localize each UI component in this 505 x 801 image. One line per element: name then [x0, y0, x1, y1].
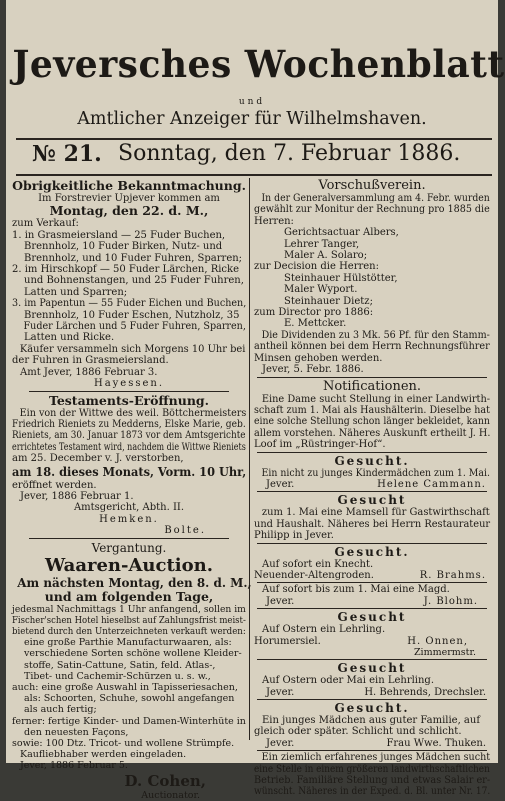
text-line: Steinhauer Dietz;	[284, 295, 373, 307]
text-line: Latten und Ricke.	[24, 332, 115, 344]
newspaper-page	[6, 0, 505, 801]
notice-testament	[12, 393, 246, 537]
text-line: eine solche Stellung schon länger bekleidet, kann	[254, 416, 490, 428]
text-line: Philipp in Jever.	[254, 530, 334, 542]
divider	[257, 659, 487, 660]
ad-signature: Helene Cammann.	[377, 478, 486, 490]
text-line: verschiedene Sorten schöne wollene Kleider-	[24, 648, 242, 660]
text-line: und Haushalt. Näheres bei Herrn Restaurateur	[254, 518, 491, 530]
divider	[257, 491, 487, 492]
notice-body	[12, 604, 246, 772]
text-line: Auf sofort ein Knecht.	[262, 558, 374, 570]
notice-role: Auctionator.	[141, 789, 200, 801]
ad-heading: Gesucht	[337, 610, 407, 625]
notice-line: Im Forstrevier Upjever kommen am	[38, 193, 220, 204]
text-line: Kaufliebhaber werden eingeladen.	[20, 749, 187, 761]
ad-signature: R. Brahms.	[419, 569, 486, 581]
text-line: und Bohnenstangen, und 25 Fuder Fuhren,	[24, 275, 244, 287]
masthead-title: Jeversches Wochenblatt	[12, 42, 505, 86]
text-line: Maler A. Solaro;	[284, 250, 368, 262]
ad-sign-row	[254, 738, 490, 749]
notice-signature: D. Cohen,	[124, 771, 206, 790]
ad-gesucht-7	[254, 701, 490, 749]
ad-place: Horumersiel.	[254, 635, 321, 647]
ad-role: Zimmermstr.	[413, 647, 476, 658]
text-line: Jever, 1886 Februar 1.	[20, 490, 134, 502]
text-line: Brennholz, und 10 Fuder Fuhren, Sparren;	[24, 252, 243, 264]
divider	[29, 538, 229, 539]
ad-place: Neuender-Altengroden.	[254, 569, 374, 581]
text-line: errichtetes Testament wird, nachdem die Wittwe Rieniets	[12, 441, 246, 453]
text-line: allem vorstehen. Näheres Auskunft ertheilt J. H.	[254, 427, 491, 439]
text-line: auch: eine große Auswahl in Tapisseriesachen,	[12, 681, 238, 693]
divider	[257, 452, 487, 453]
text-line: eröffnet werden.	[12, 479, 97, 491]
text-line: Steinhauer Hülstötter,	[284, 272, 398, 284]
ad-gesucht-3	[254, 545, 490, 582]
masthead-subtitle: Amtlicher Anzeiger für Wilhelmshaven.	[77, 109, 427, 129]
text-line: Rieniets, am 30. Januar 1873 vor dem Amtsgerichte	[12, 430, 246, 442]
ad-gesucht-5	[254, 610, 490, 658]
notice-heading: Waaren-Auction.	[45, 554, 213, 576]
text-line: zum Director pro 1886:	[254, 307, 374, 319]
ad-heading: Gesucht	[337, 493, 407, 508]
divider	[257, 582, 487, 583]
ad-sign-row	[254, 570, 490, 581]
ad-sign-row	[254, 479, 490, 490]
notice-body	[12, 218, 246, 378]
text-line: Fischer'schen Hotel hieselbst auf Zahlungsfrist meist-	[12, 614, 246, 626]
notice-vorschussverein	[254, 178, 490, 376]
text-line: Ein nicht zu junges Kindermädchen zum 1. Mai.	[261, 467, 490, 479]
ad-place: Jever.	[266, 478, 295, 490]
ad-heading: Gesucht.	[334, 701, 410, 716]
notice-date: Montag, den 22. d. M.,	[49, 203, 209, 219]
text-line: Eine Dame sucht Stellung in einer Landwirth-	[261, 393, 491, 405]
notice-judge: Hemken.	[99, 513, 159, 525]
notice-clerk: Bolte.	[164, 525, 206, 537]
divider	[257, 608, 487, 609]
text-line: schaft zum 1. Mai als Haushälterin. Dieselbe hat	[254, 404, 490, 416]
text-line: Auf sofort bis zum 1. Mai eine Magd.	[262, 584, 450, 596]
notice-body	[254, 193, 490, 376]
text-line: sowie: 100 Dtz. Tricot- und wollene Strümpfe.	[12, 738, 235, 749]
notice-court: Amtsgericht, Abth. II.	[73, 502, 185, 514]
text-line: Jever, 1886 Februar 5.	[20, 760, 128, 772]
text-line: jedesmal Nachmittags 1 Uhr anfangend, sollen im	[12, 603, 246, 615]
ad-signature: H. Behrends, Drechsler.	[364, 686, 486, 698]
issue-dateline: Sonntag, den 7. Februar 1886.	[118, 141, 461, 166]
text-line: Friedrich Rieniets zu Medderns, Elske Marie, geb.	[12, 418, 246, 430]
text-line: Betrieb. Familiäre Stellung und etwas Salair er-	[254, 775, 491, 787]
text-line: Brennholz, 10 Fuder Birken, Nutz- und	[24, 241, 223, 253]
text-line: Lehrer Tanger,	[284, 238, 360, 250]
issue-number: № 21.	[32, 141, 102, 167]
ad-gesucht-1	[254, 454, 490, 491]
text-line: In der Generalversammlung am 4. Febr. wurden	[261, 193, 490, 204]
notice-date: und am folgenden Tage,	[44, 588, 214, 604]
divider	[257, 750, 487, 751]
text-line: zur Decision die Herren:	[254, 261, 379, 273]
text-line: Käufer versammeln sich Morgens 10 Uhr bei	[19, 343, 246, 355]
notice-body	[12, 480, 246, 503]
text-line: Die Dividenden zu 3 Mk. 56 Pf. für den Stamm-	[261, 329, 490, 341]
notice-body	[12, 408, 246, 465]
text-line: eine Stelle in einem größeren landwirthschaftlichen	[254, 763, 490, 775]
text-line: Minsen gehoben werden.	[254, 352, 383, 364]
ad-place: Jever.	[266, 737, 295, 749]
ad-gesucht-2	[254, 493, 490, 541]
notice-forest-sale	[12, 178, 246, 390]
notice-heading: Vorschußverein.	[318, 178, 426, 193]
text-line: den neuesten Façons,	[24, 726, 129, 738]
notice-date: am 18. dieses Monats, Vorm. 10 Uhr,	[12, 464, 247, 479]
text-line: Loof im „Rüstringer-Hof“.	[254, 439, 386, 451]
ad-body	[254, 715, 490, 738]
ad-heading: Gesucht.	[334, 544, 410, 559]
text-line: 3. im Papentun — 55 Fuder Eichen und Buchen,	[12, 298, 247, 310]
text-line: der Fuhren in Grasmeiersland.	[12, 355, 169, 367]
ad-gesucht-6	[254, 661, 490, 698]
text-line: Auf Ostern oder Mai ein Lehrling.	[262, 675, 435, 687]
ad-signature: H. Onnen,	[407, 635, 468, 647]
text-line: Ein junges Mädchen aus guter Familie, auf	[262, 715, 481, 727]
text-line: Fuder Lärchen und 5 Fuder Fuhren, Sparren,	[23, 321, 246, 333]
text-line: Brennholz, 10 Fuder Eschen, Nutzholz, 35	[24, 309, 240, 321]
text-line: gleich oder später. Schlicht und schlicht.	[254, 726, 462, 738]
ad-heading: Gesucht	[337, 661, 407, 676]
text-line: Tibet- und Cachemir-Schürzen u. s. w.,	[24, 670, 211, 682]
text-line: Ein ziemlich erfahrenes junges Mädchen sucht	[261, 752, 491, 764]
divider	[29, 391, 229, 392]
text-line: antheil können bei dem Herrn Rechnungsführer	[254, 341, 490, 353]
notice-heading: Testaments-Eröffnung.	[48, 392, 210, 408]
notice-heading: Notificationen.	[322, 378, 422, 394]
left-column	[12, 178, 252, 801]
masthead-rule-top	[16, 138, 492, 140]
notice-date: Am nächsten Montag, den 8. d. M.,	[17, 574, 252, 590]
column-divider	[249, 178, 250, 740]
notice-subheading: Vergantung.	[91, 540, 167, 555]
text-line: zum Verkauf:	[12, 218, 79, 230]
text-line: stoffe, Satin-Cattune, Satin, feld. Atlas-,	[24, 659, 216, 671]
ad-sign-row	[254, 687, 490, 698]
text-line: wünscht. Näheres in der Exped. d. Bl. unter Nr. 17.	[254, 786, 491, 798]
text-line: 1. in Grasmeiersland — 25 Fuder Buchen,	[12, 229, 226, 241]
divider	[257, 543, 487, 544]
text-line: Herren:	[254, 215, 294, 227]
text-line: bietend durch den Unterzeichneten verkauft werden:	[12, 625, 246, 637]
text-line: Auf Ostern ein Lehrling.	[262, 624, 386, 636]
text-line: E. Mettcker.	[284, 318, 347, 330]
ad-heading: Gesucht.	[334, 453, 410, 468]
text-line: ferner: fertige Kinder- und Damen-Winterhüte in	[12, 715, 246, 727]
notice-signature: Hayessen.	[93, 378, 165, 390]
text-line: Maler Wyport.	[284, 284, 358, 296]
masthead-rule-bottom	[16, 174, 492, 176]
ad-body	[254, 752, 490, 798]
masthead-und: und	[238, 97, 266, 107]
text-line: 2. im Hirschkopf — 50 Fuder Lärchen, Ricke	[12, 264, 239, 276]
text-line: Latten und Sparren;	[24, 286, 128, 298]
text-line: Amt Jever, 1886 Februar 3.	[20, 366, 158, 378]
ad-gesucht-4	[254, 584, 490, 607]
ad-body	[254, 507, 490, 541]
notice-heading: Obrigkeitliche Bekanntmachung.	[12, 178, 246, 193]
text-line: Ein von der Wittwe des weil. Böttchermeisters	[19, 407, 247, 419]
text-line: zum 1. Mai eine Mamsell für Gastwirthschaft	[261, 507, 490, 519]
ad-sign-row	[254, 636, 490, 647]
text-line: eine große Parthie Manufacturwaaren, als:	[24, 637, 232, 649]
divider	[257, 699, 487, 700]
text-line: Jever, 5. Febr. 1886.	[262, 364, 364, 376]
right-column	[254, 178, 490, 798]
ad-signature: Frau Wwe. Thuken.	[386, 737, 486, 749]
notice-notificationen	[254, 379, 490, 451]
notice-body	[254, 394, 490, 451]
ad-place: Jever.	[266, 595, 295, 607]
notice-auction	[12, 540, 252, 801]
ad-situation-wanted	[254, 752, 490, 798]
text-line: gewählt zur Monitur der Rechnung pro 1885 die	[254, 204, 490, 216]
text-line: als auch fertig;	[24, 704, 97, 716]
divider	[257, 377, 487, 378]
ad-place: Jever.	[266, 686, 295, 698]
ad-signature: J. Blohm.	[423, 595, 478, 607]
ad-sign-row	[254, 596, 490, 607]
text-line: als: Schoorten, Schuhe, sowohl angefangen	[24, 693, 235, 705]
text-line: am 25. December v. J. verstorben,	[12, 453, 184, 465]
text-line: Gerichtsactuar Albers,	[284, 227, 399, 239]
